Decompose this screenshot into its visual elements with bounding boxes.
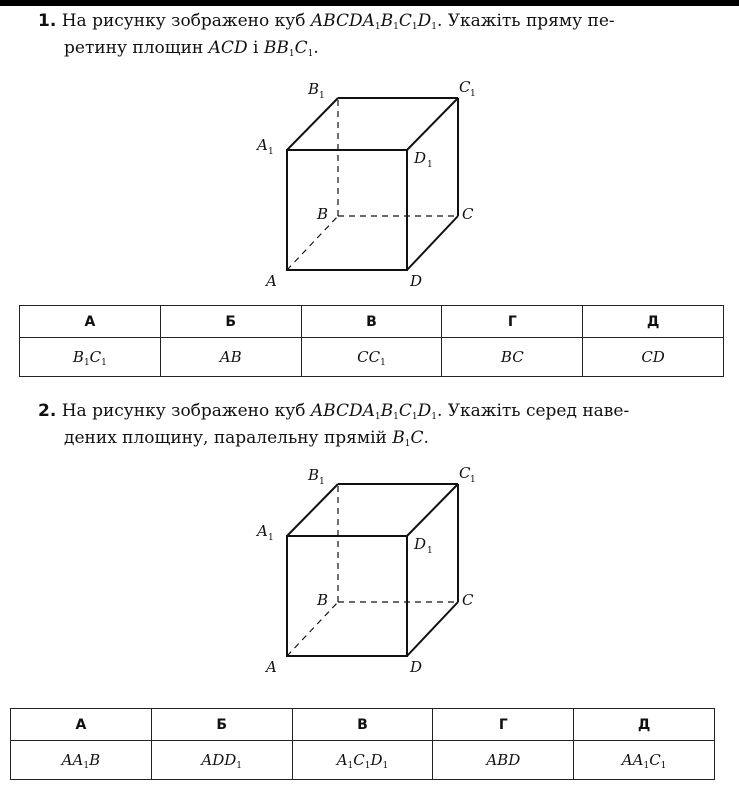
problem-number: 2. (38, 401, 57, 421)
vertex-label-c1: C (459, 78, 471, 96)
answer-letters-row (20, 306, 724, 338)
vertex-label-d1: D (414, 149, 427, 167)
vertex-label-c1: C (459, 464, 471, 482)
svg-text:1: 1 (319, 477, 325, 487)
answer-table-2 (10, 708, 715, 780)
cube-diagram-1 (250, 80, 500, 300)
vertex-label-d: D (410, 658, 423, 676)
option-value[interactable]: $B_1C_1$ (20, 338, 161, 377)
svg-text:1: 1 (470, 475, 476, 485)
option-letter[interactable]: Б (151, 709, 292, 741)
problem-2-line-1: 2. На рисунку зображено куб $ABCDA_1B_1C_1D_1$. Укажіть серед наве- (38, 401, 630, 422)
vertex-label-b1: B (308, 80, 320, 98)
option-value[interactable]: CD (583, 338, 724, 377)
problem-2-line-2: дених площину, паралельну прямій $B_1C$. (64, 428, 429, 449)
problem-1-line-2: ретину площин ACD і $BB_1C_1$. (64, 38, 319, 59)
option-value[interactable]: $A_1C_1D_1$ (292, 741, 433, 780)
vertex-label-a1: A (257, 522, 268, 540)
option-value[interactable]: $CC_1$ (301, 338, 442, 377)
top-border (0, 0, 739, 6)
answer-letters-row (11, 709, 715, 741)
svg-text:1: 1 (319, 91, 325, 101)
option-letter[interactable]: Б (160, 306, 301, 338)
vertex-label-d: D (410, 272, 423, 290)
option-value[interactable]: BC (442, 338, 583, 377)
option-value[interactable]: AB (160, 338, 301, 377)
vertex-label-c: C (462, 591, 474, 609)
option-value[interactable]: $ADD_1$ (151, 741, 292, 780)
cube-diagram-2 (250, 466, 500, 686)
option-letter[interactable]: Г (442, 306, 583, 338)
vertex-label-a: A (266, 272, 277, 290)
svg-text:1: 1 (268, 147, 274, 157)
vertex-label-c: C (462, 205, 474, 223)
vertex-label-b1: B (308, 466, 320, 484)
problem-number: 1. (38, 11, 57, 31)
svg-text:1: 1 (268, 533, 274, 543)
option-letter[interactable]: Г (433, 709, 574, 741)
problem-2-text (38, 398, 728, 452)
option-letter[interactable]: Д (583, 306, 724, 338)
problem-1-line-1: 1. На рисунку зображено куб $ABCDA_1B_1C_1D_1$. Укажіть пряму пе- (38, 11, 615, 32)
answer-values-row (20, 338, 724, 377)
vertex-label-b: B (317, 205, 329, 223)
vertex-label-d1: D (414, 535, 427, 553)
option-letter[interactable]: А (11, 709, 152, 741)
option-value[interactable]: $AA_1B$ (11, 741, 152, 780)
svg-text:1: 1 (427, 546, 433, 556)
svg-text:1: 1 (427, 160, 433, 170)
problem-1-text (38, 8, 728, 62)
vertex-label-a1: A (257, 136, 268, 154)
vertex-label-b: B (317, 591, 329, 609)
answer-table-1 (19, 305, 724, 377)
svg-text:1: 1 (470, 89, 476, 99)
option-value[interactable]: $AA_1C_1$ (574, 741, 715, 780)
option-value[interactable]: ABD (433, 741, 574, 780)
option-letter[interactable]: А (20, 306, 161, 338)
option-letter[interactable]: В (301, 306, 442, 338)
option-letter[interactable]: Д (574, 709, 715, 741)
answer-values-row (11, 741, 715, 780)
option-letter[interactable]: В (292, 709, 433, 741)
vertex-label-a: A (266, 658, 277, 676)
